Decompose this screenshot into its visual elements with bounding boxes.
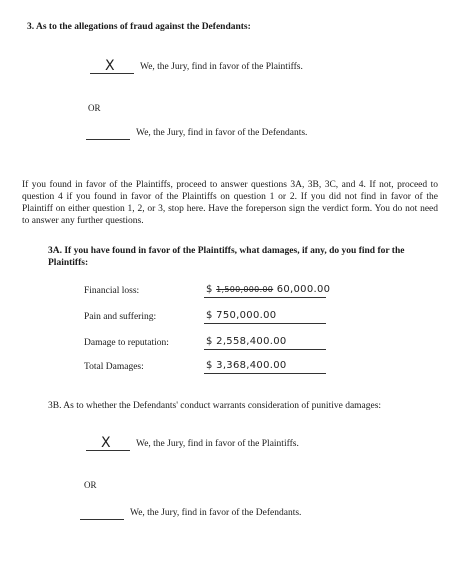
- q3b-defendants-choice: [80, 506, 301, 520]
- q3-plaintiffs-choice: [90, 57, 303, 74]
- question-3a-heading: 3A. If you have found in favor of the Plaintiffs, what damages, if any, do you find for the Plaintiffs:: [48, 246, 405, 268]
- question-3b-heading: 3B. As to whether the Defendants' conduct warrants consideration of punitive damages:: [48, 401, 382, 411]
- currency-symbol: $: [206, 284, 213, 295]
- q3b-plaintiffs-text: We, the Jury, find in favor of the Plaintiffs.: [136, 439, 299, 450]
- struck-out-amount: 1,500,000.00: [216, 285, 274, 294]
- damages-label: Pain and suffering:: [84, 311, 157, 322]
- q3-defendants-text: We, the Jury, find in favor of the Defendants.: [136, 128, 308, 139]
- checkmark-x-icon: X: [105, 57, 115, 74]
- checkmark-x-icon: X: [101, 434, 111, 451]
- damages-value: [204, 360, 326, 374]
- damages-value: [204, 310, 326, 324]
- damages-row-financial-loss: [84, 284, 331, 298]
- currency-symbol: $: [206, 310, 213, 321]
- damages-value: [204, 284, 331, 298]
- damages-label: Damage to reputation:: [84, 337, 169, 348]
- handwritten-amount: 750,000.00: [216, 310, 277, 321]
- q3b-defendants-text: We, the Jury, find in favor of the Defendants.: [130, 508, 302, 519]
- q3-defendants-blank: [86, 126, 130, 140]
- instructions-paragraph: If you found in favor of the Plaintiffs, proceed to answer questions 3A, 3B, 3C, and 4. If not, proceed to question 4 if you found in favor of the Plaintiffs on question 1 or 2. If you did not find in favor of the Plaintiff on either question 1, 2, or 3, stop here. Have the foreperson sign the verdict form. You do not need to answer any further questions.: [22, 180, 438, 226]
- damages-label: Financial loss:: [84, 285, 140, 296]
- damages-row-total: [84, 360, 326, 374]
- q3-defendants-choice: [86, 126, 307, 140]
- q3b-defendants-blank: [80, 506, 124, 520]
- handwritten-amount: 3,368,400.00: [216, 360, 287, 371]
- handwritten-amount: 60,000.00: [276, 284, 331, 295]
- q3-plaintiffs-blank: [90, 57, 134, 74]
- q3-or-label: OR: [88, 103, 101, 113]
- currency-symbol: $: [206, 336, 213, 347]
- q3b-plaintiffs-choice: [86, 434, 299, 451]
- damages-value: [204, 336, 326, 350]
- damages-row-reputation: [84, 336, 326, 350]
- q3b-or-label: OR: [84, 480, 97, 490]
- damages-label: Total Damages:: [84, 361, 144, 372]
- q3-plaintiffs-text: We, the Jury, find in favor of the Plaintiffs.: [140, 62, 303, 73]
- q3b-plaintiffs-blank: [86, 434, 130, 451]
- handwritten-amount: 2,558,400.00: [216, 336, 287, 347]
- question-3-heading: 3. As to the allegations of fraud against the Defendants:: [27, 22, 251, 32]
- damages-row-pain-suffering: [84, 310, 326, 324]
- currency-symbol: $: [206, 360, 213, 371]
